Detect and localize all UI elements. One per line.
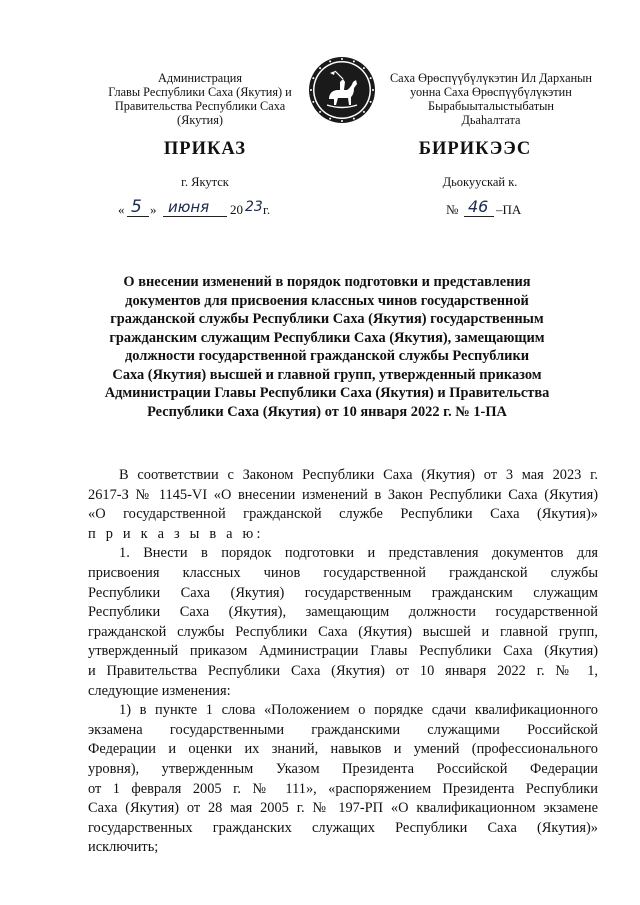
- body-line: уровня), утвержденным Указом Президента Российской Федерации: [88, 760, 598, 777]
- emblem-ring-ornament: [353, 60, 355, 62]
- issuer-name-yakut: [373, 71, 609, 127]
- document-number: [440, 198, 550, 222]
- body-line: утвержденный приказом Администрации Главы Республики Саха (Якутия): [88, 643, 598, 660]
- issuer-line: Дьаһалтата: [461, 113, 521, 127]
- emblem-ring-ornament: [363, 111, 365, 113]
- number-sign: №: [446, 202, 459, 217]
- title-line: гражданской службы Республики Саха (Якутия) государственным: [110, 311, 544, 327]
- issuer-line: Правительства Республики Саха: [114, 99, 286, 113]
- body-line: государственных гражданских служащих Республики Саха (Якутия)»: [88, 819, 598, 836]
- issuer-line: Главы Республики Саха (Якутия) и: [108, 85, 292, 99]
- preamble-paragraph: [88, 466, 598, 544]
- body-line: В соответствии с Законом Республики Саха (Якутия) от 3 мая 2023 г.: [119, 467, 598, 483]
- city-yakut: Дьокуускай к.: [442, 175, 518, 189]
- emblem-ring-ornament: [370, 101, 372, 103]
- body-line: «О государственной гражданской службе Республики Саха (Якутия)»: [88, 506, 598, 523]
- emblem-ring-ornament: [312, 101, 314, 103]
- number-underline: [464, 216, 494, 217]
- title-line: документов для присвоения классных чинов государственной: [125, 292, 529, 309]
- month-underline: [163, 216, 227, 217]
- issuer-line: уонна Саха Өрөспүүбүлүкэтин: [410, 85, 572, 99]
- date-year-prefix: 20: [230, 202, 243, 217]
- body-line: присвоения классных чинов государственной гражданской службы: [88, 564, 598, 581]
- title-line: Республики Саха (Якутия) от 10 января 2022 г. № 1-ПА: [147, 403, 507, 420]
- body-line: исключить;: [88, 839, 159, 856]
- date-year-suffix: 23: [245, 199, 263, 215]
- body-line: Республики Саха (Якутия), замещающим должности государственной: [88, 604, 598, 621]
- body-line: 1. Внести в порядок подготовки и представления документов для: [119, 545, 598, 562]
- subitem-1-paragraph: [88, 701, 598, 858]
- issuer-line: Бырабыыталыстыбатын: [428, 99, 554, 113]
- title-line: должности государственной гражданской службы Республики: [124, 348, 530, 364]
- date-day: 5: [131, 197, 142, 217]
- emblem-ring-ornament: [353, 118, 355, 120]
- title-line: О внесении изменений в порядок подготовки и представления: [123, 274, 531, 290]
- issuer-line: Администрация: [157, 71, 243, 85]
- order-word: п р и к а з ы в а ю:: [88, 525, 264, 542]
- emblem-ring-ornament: [329, 118, 331, 120]
- document-body: [88, 466, 598, 858]
- body-line: экзамена государственными гражданскими служащими Российской: [88, 721, 598, 738]
- body-line: 2617-З № 1145-VI «О внесении изменений в Закон Республики Саха (Якутия): [88, 486, 598, 503]
- emblem-ring-ornament: [341, 120, 343, 122]
- body-line: Федерации и оценки их знаний, навыков и умений (профессионального: [88, 741, 598, 758]
- coat-of-arms-emblem: [307, 55, 377, 125]
- number-suffix: –ПА: [496, 202, 522, 217]
- emblem-ring-ornament: [363, 67, 365, 69]
- item-1-paragraph: [88, 544, 598, 701]
- body-line: Республики Саха (Якутия) государственным гражданским служащим: [88, 584, 598, 601]
- emblem-ring-ornament: [312, 77, 314, 79]
- date-open-quote: «: [118, 202, 125, 217]
- title-line: гражданским служащим Республики Саха (Якутия), замещающим: [109, 329, 545, 346]
- body-line: гражданской службы Республики Саха (Якутия) высшей и главной групп,: [88, 623, 598, 640]
- issuer-name-russian: [100, 71, 300, 127]
- title-line: Администрации Главы Республики Саха (Якутия) и Правительства: [104, 385, 550, 401]
- document-type-russian: ПРИКАЗ: [163, 139, 247, 159]
- date-year-end: г.: [263, 202, 271, 217]
- emblem-ring-ornament: [370, 77, 372, 79]
- issuer-line: (Якутия): [177, 113, 223, 127]
- document-date: [115, 198, 315, 222]
- number-value: 46: [468, 197, 489, 216]
- document-type-yakut: БИРИКЭЭС: [418, 139, 532, 159]
- emblem-ring-ornament: [329, 60, 331, 62]
- date-close-quote: »: [150, 202, 157, 217]
- city-russian: г. Якутск: [181, 175, 229, 189]
- body-line: от 1 февраля 2005 г. № 111», «распоряжением Президента Республики: [88, 780, 598, 797]
- body-line: Саха (Якутия) от 28 мая 2005 г. № 197-РП «О квалификационном экзамене: [88, 800, 598, 817]
- document-title: [88, 273, 566, 421]
- emblem-ring-ornament: [310, 89, 312, 91]
- body-line: 1) в пункте 1 слова «Положением о порядке сдачи квалификационного: [119, 702, 598, 719]
- emblem-ring-ornament: [319, 67, 321, 69]
- date-month: июня: [168, 198, 210, 216]
- body-line: следующие изменения:: [88, 682, 231, 699]
- emblem-ring-ornament: [319, 111, 321, 113]
- issuer-line: Саха Өрөспүүбүлүкэтин Ил Дарханын: [389, 71, 593, 85]
- emblem-ring-ornament: [341, 58, 343, 60]
- title-line: Саха (Якутия) высшей и главной групп, утвержденный приказом: [112, 366, 542, 383]
- body-line: и Правительства Республики Саха (Якутия) от 10 января 2022 г. № 1,: [88, 662, 598, 679]
